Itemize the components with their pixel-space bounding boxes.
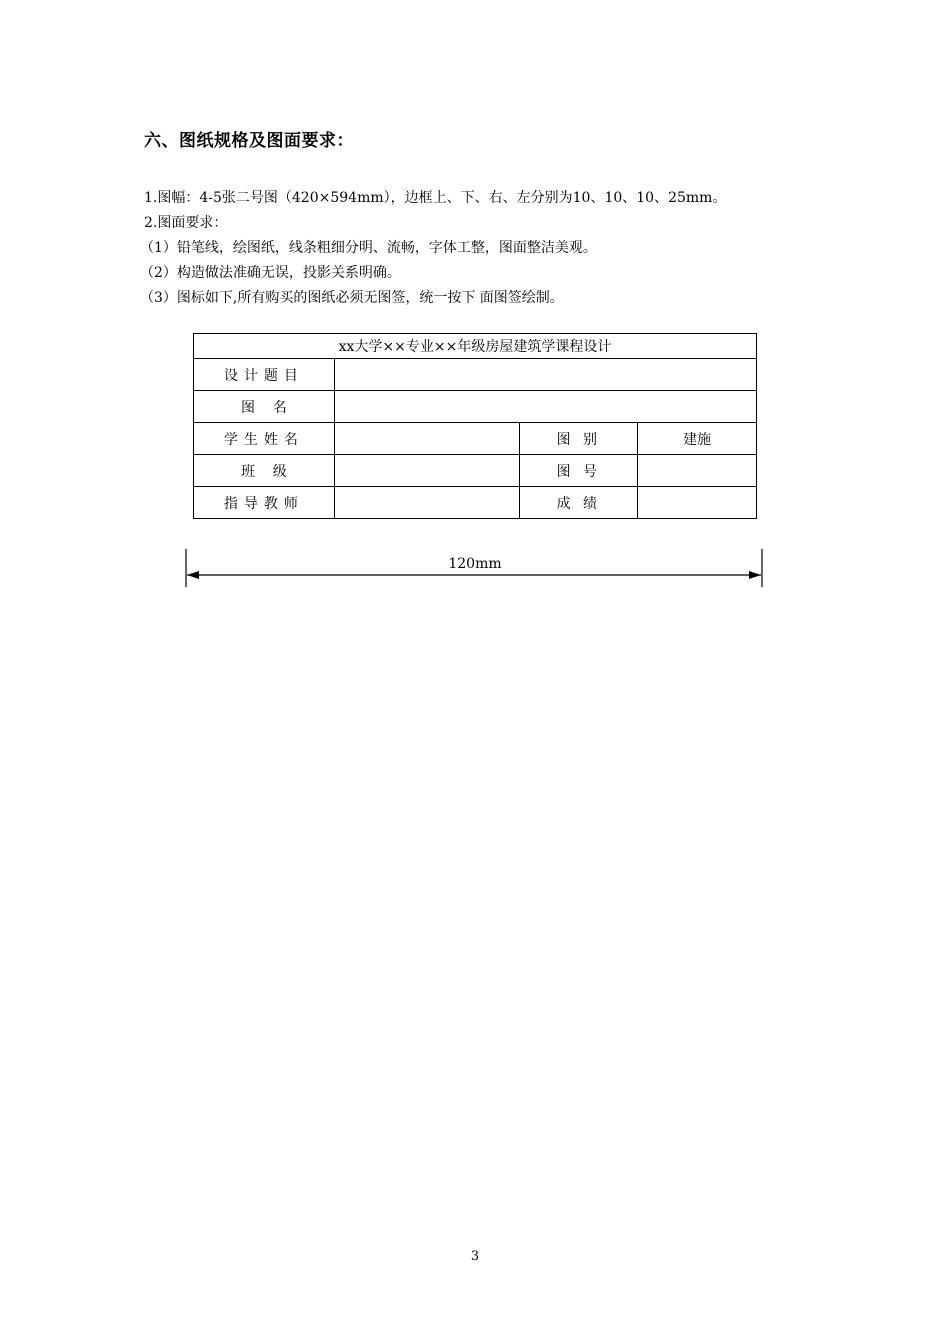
- requirement-paper-size: 1.图幅：4-5张二号图（420×594mm），边框上、下、右、左分别为10、10、10、25mm。: [144, 190, 727, 206]
- requirement-item-1: （1）铅笔线，绘图纸，线条粗细分明、流畅，字体工整，图面整洁美观。: [140, 240, 597, 256]
- section-heading: 六、图纸规格及图面要求：: [144, 131, 354, 151]
- label-score: 成 绩: [520, 487, 638, 519]
- value-drawing-name: [334, 391, 756, 423]
- value-student-name: [334, 423, 520, 455]
- label-student-name: 学生姓名: [194, 423, 335, 455]
- label-class: 班 级: [194, 455, 335, 487]
- dimension-label: 120mm: [448, 556, 502, 572]
- value-score: [638, 487, 757, 519]
- value-drawing-number: [638, 455, 757, 487]
- label-drawing-name: 图 名: [194, 391, 335, 423]
- value-advisor: [334, 487, 520, 519]
- value-drawing-type: 建施: [638, 423, 757, 455]
- label-drawing-number: 图 号: [520, 455, 638, 487]
- arrow-left-icon: [187, 571, 199, 579]
- requirement-item-2: （2）构造做法准确无误，投影关系明确。: [140, 265, 401, 281]
- label-drawing-type: 图 别: [520, 423, 638, 455]
- label-design-topic: 设计题目: [194, 359, 335, 391]
- label-advisor: 指导教师: [194, 487, 335, 519]
- arrow-right-icon: [749, 571, 761, 579]
- requirement-item-3: （3）图标如下,所有购买的图纸必须无图签，统一按下 面图签绘制。: [140, 290, 564, 306]
- page-number: 3: [470, 1249, 480, 1264]
- title-block-header: xx大学××专业××年级房屋建筑学课程设计: [194, 334, 757, 359]
- value-design-topic: [334, 359, 756, 391]
- value-class: [334, 455, 520, 487]
- title-block-table: [193, 333, 757, 519]
- requirement-drawing-header: 2.图面要求：: [144, 215, 228, 231]
